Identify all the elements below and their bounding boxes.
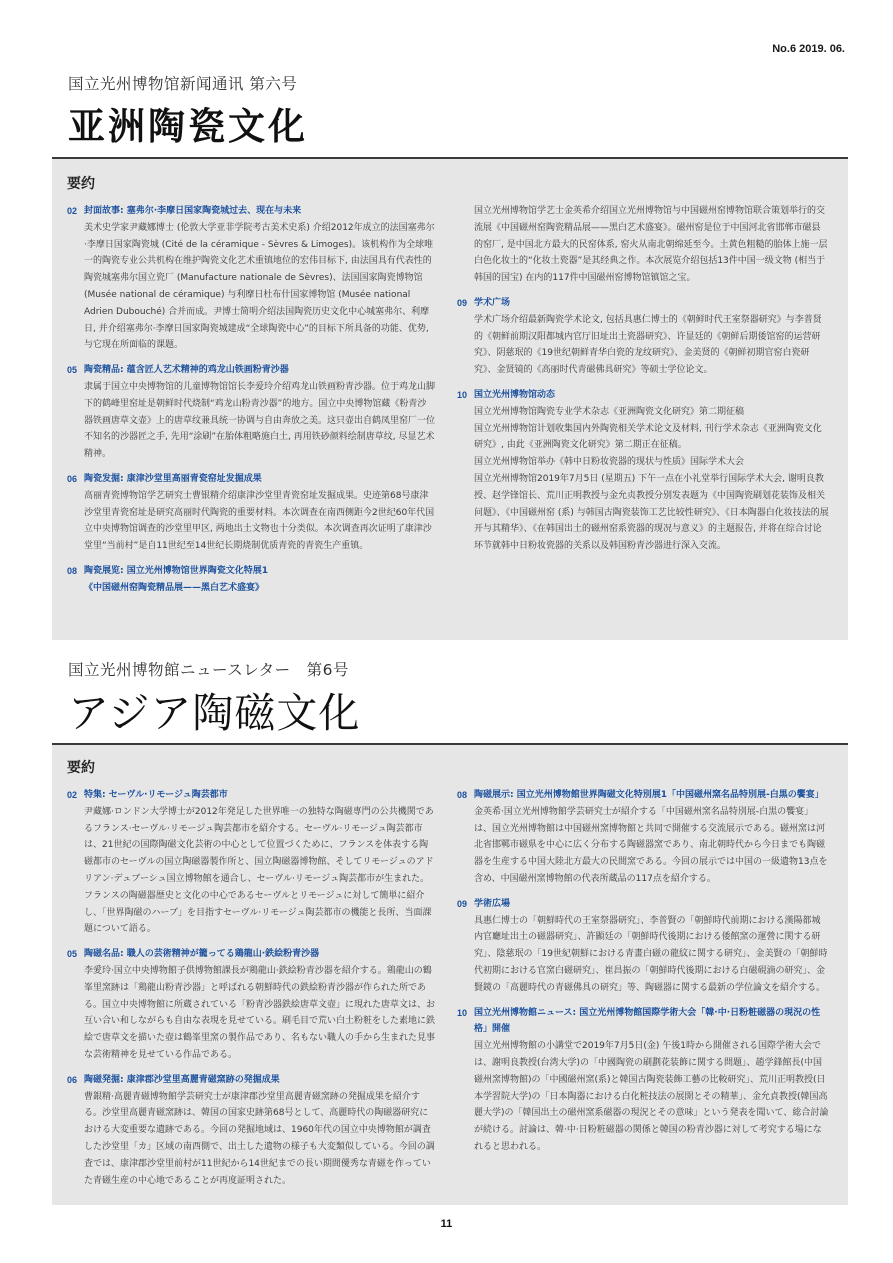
item-body: 国立光州博物馆学艺士金英希介绍国立光州博物馆与中国磁州窑博物馆联合策划举行的交流展《中国磁州窑陶瓷精品展——黑白艺术盛宴》。磁州窑是位于中国河北省邯郸市磁县的窑厂, 是中国北方最大的民窑体系, 窑火从南北朝绵延至今。土黄色粗糙的胎体上施一层白色化妆土的“化妆土瓷器”是其经典之作。本次展览介绍包括13件中国一级文物 (相当于韩国的国宝) 在内的117件中国磁州窑博物馆镇馆之宝。 [474,206,828,284]
item-number: 02 [67,206,78,216]
item-heading: 陶瓷展览: 国立光州博物馆世界陶瓷文化特展1 [84,565,268,576]
item-heading: 学術広場 [474,898,511,909]
item-number: 06 [67,1074,78,1085]
ja-item-10 [457,1005,829,1156]
item-body: 国立光州博物館の小講堂で2019年7月5日(金) 午後1時から開催される国際学術大会では、謝明良教授(台湾大学)の「中國陶瓷の刷劃花装飾に関する問題」、趙学鋒館長(中国磁州窯博物館)の「中國磁州窯(系)と韓国古陶瓷装飾工藝の比較研究」、荒川正明教授(日本学習院大学)の「日本陶器における白化粧技法の展開とその精華」、金允貞教授(韓国高麗大学)の「韓国出土の磁州窯系磁器の現況とその意味」という発表を聞いて、総合討論が続ける。討論は、韓·中·日粉粧磁器の関係と韓国の粉青沙器に対して考究する場になれると思われる。 [474,1041,829,1152]
issue-number: No.6 2019. 06. [772,43,845,55]
item-body: 具惠仁博士の「朝鮮時代の王室祭器研究」、李普賢の「朝鮮時代前期における漢陽都城内官廳址出土の磁器研究」、許顯廷の「朝鮮時代後期における倭館窯の運營に関する研究」、陰慈珉の「19世紀朝鮮における青畫白磁の龍紋に関する研究」、金美賢の「朝鮮時代初期における官窯白磁研究」、崔昌振の「朝鮮時代後期における白磁硯滴の研究」、金賢鏡の「高麗時代の青磁佛具の研究」等、陶磁器に関する最新の学位論文を紹介する。 [474,915,828,993]
item-number: 02 [67,790,78,800]
item-heading: 陶瓷精品: 蕴含匠人艺术精神的鸡龙山铁画粉青沙器 [84,365,289,376]
ja-subtitle: 国立光州博物館ニュースレター 第6号 [68,661,349,679]
item-heading: 陶磁発掘: 康津郡沙堂里高麗青磁窯跡の発掘成果 [84,1074,280,1085]
item-body: 金英希·国立光州博物館学芸研究士が紹介する「中国磁州窯名品特別展-白黒の饗宴」は、国立光州博物館は中国磁州窯博物館と共同で開催する交流展示である。磁州窯は河北省邯鄲市磁県を中心に広く分布する陶磁器窯であり、南北朝時代から今日までも陶磁器を生産する中国大陸北方最大の民間窯である。今回の展示では中国の一級遺物13点を含め、中国磁州窯博物館の代表所蔵品の117点を紹介する。 [474,806,828,884]
ja-column-right [457,787,829,1164]
item-body: 美术史学家尹藏娜博士 (伦敦大学亚非学院考古美术史系) 介绍2012年成立的法国塞弗尔·李摩日国家陶瓷城 (Cité de la céramique - Sèvres & Limoges)。该机构作为全球唯一的陶瓷专业公共机构在维护陶瓷文化艺术重镇地位的宏伟目标下, 由法国具有代表性的陶瓷城塞弗尔国立瓷厂 (Manufacture nationale de Sèvres)、法国国家陶瓷博物馆 (Musée national de céramique) 与利摩日杜布什国家博物馆 (Musée national Adrien Dubouché) 合并而成。尹博士简明介绍法国陶瓷历史文化中心城塞弗尔、利摩日, 并介绍塞弗尔·李摩日国家陶瓷城建成“全球陶瓷中心”的目标下所具备的功能、优势, 与它现在所面临的课题。 [84,222,435,351]
item-heading: 陶磁展示: 国立光州博物館世界陶磁文化特別展1「中国磁州窯名品特別展-白黒の饗宴」 [474,790,824,800]
ja-column-left [67,787,435,1197]
zh-subtitle: 国立光州博物馆新闻通讯 第六号 [68,75,298,93]
ja-summary-title: 要約 [67,760,95,776]
item-number: 06 [67,473,78,484]
item-number: 08 [67,565,78,576]
zh-item-05 [67,362,435,463]
item-body: 国立光州博物馆陶瓷专业学术杂志《亚洲陶瓷文化研究》第二期征稿 国立光州博物馆计划收集国内外陶瓷相关学术论文及材料, 刊行学术杂志《亚洲陶瓷文化研究》, 由此《亚洲陶瓷文化研究》第二期正在征稿。 国立光州博物馆举办《韩中日粉妆瓷器的现状与性质》国际学术大会 国立光州博物馆2019年7月5日 (星期五) 下午一点在小礼堂举行国际学术大会, 谢明良教授、赵学锋馆长、荒川正明教授与金允贞教授分别发表题为《中国陶瓷刷划花装饰及相关问题》、《中国磁州窑 (系) 与韩国古陶瓷装饰工艺比较性研究》、《日本陶器白化妆技法的展开与其精华》、《在韩国出土的磁州窑系瓷器的现况与意义》的主题报告, 并将在综合讨论环节就韩中日粉妆瓷器的关系以及韩国粉青沙器进行深入交流。 [474,406,829,552]
item-body: 学术广场介绍最新陶瓷学术论文, 包括具惠仁博士的《朝鲜时代王室祭器研究》与李普贤的《朝鲜前期汉阳都城内官厅旧址出土瓷器研究》、许显廷的《朝鲜后期倭馆窑的运营研究》、阴慈珉的《19世纪朝鲜青华白瓷的龙纹研究》、金美贤的《朝鲜初期官窑白瓷研究》、金贤镜的《高丽时代青磁佛具研究》等硕士学位论文。 [474,314,822,376]
item-body: 高丽青瓷博物馆学艺研究士曹银精介绍康津沙堂里青瓷窑址发掘成果。史迹第68号康津沙堂里青瓷窑址是研究高丽时代陶瓷的重要材料。本次调查在南西侧距今2世纪60年代国立中央博物馆调查的沙堂里甲区, 两地出土文物也十分类似。本次调查再次证明了康津沙堂里“当前村”是自11世纪至14世纪长期烧制优质青瓷的青瓷生产重镇。 [84,490,435,552]
ja-item-08 [457,787,829,888]
ja-header [52,645,848,745]
item-heading: 学术广场 [474,297,511,308]
item-number: 08 [457,790,468,800]
item-heading: 陶磁名品: 職人の芸術精神が籠ってる鶏龍山·鉄絵粉青沙器 [84,949,320,960]
item-heading: 特集: セーヴル·リモージュ陶芸都市 [84,790,228,800]
item-body: 隶属于国立中央博物馆的儿童博物馆馆长李爱玲介绍鸡龙山铁画粉青沙器。位于鸡龙山脚下的鹤峰里窑址是朝鲜时代烧制“鸡龙山粉青沙器”的地方。国立中央博物馆藏《粉青沙器铁画唐草文壶》上的唐草纹兼具统一协调与自由奔放之美。这只壶出自鹤凤里窑厂一位不知名的沙器匠之手, 先用“涂刷”在胎体粗略施白土, 再用铁砂颜料绘制唐草纹, 尽显艺术精神。 [84,381,436,460]
item-heading: 陶瓷发掘: 康津沙堂里高丽青瓷窑址发掘成果 [84,473,262,484]
zh-item-06 [67,471,435,555]
zh-item-08 [67,563,435,597]
zh-title: 亚洲陶瓷文化 [68,105,308,148]
zh-column-left [67,203,435,605]
item-number: 09 [457,297,468,308]
ja-item-05 [67,946,435,1064]
item-heading: 国立光州博物馆动态 [474,389,556,400]
item-number: 10 [457,1007,468,1018]
zh-item-09 [457,295,829,379]
item-body: 尹藏娜·ロンドン大学博士が2012年発足した世界唯一の独特な陶磁専門の公共機関であるフランス·セーヴル·リモージュ陶芸都市を紹介する。セーヴル·リモージュ陶芸都市は、21世紀の国際陶磁文化芸術の中心として位置づくために、フランスを体表する陶磁都市のセーヴルの国立陶磁器製作所と、国立陶磁器博物館、そしてリモージュのアドリアン·デュブーシュ国立博物館を通合し、セーヴル·リモージュ陶芸都市が生まれた。フランスの陶磁器歴史と文化の中心であるセーヴルとリモージュに対して簡単に紹介し、「世界陶磁のハーブ」を目指すセーヴル·リモージュ陶芸都市の機能と長所、当面課題について語る。 [84,806,434,935]
item-number: 05 [67,365,78,376]
item-body: 李愛玲·国立中央博物館子供博物館課長が鶏龍山·鉄絵粉青沙器を紹介する。鶏龍山の鶴峯里窯跡は「鶏龍山粉青沙器」と呼ばれる朝鮮時代の鉄絵粉青沙器が作られた所である。国立中央博物館に所蔵されている「粉青沙器鉄絵唐草文壺」に現れた唐草文は、お互い合い和しながらも自由な表現を見せている。刷毛目で荒い白土粉粧をした素地に鉄絵で唐草文を描いた壺は鶴峯里窯の製作品であり、名もない職人の手から生まれた見事な芸術精神を見せている作品である。 [84,965,436,1060]
ja-item-02 [67,787,435,938]
zh-column-right [457,203,829,563]
item-heading: 国立光州博物館ニュース: 国立光州博物館国際学術大会「韓·中·日粉粧磁器の現況の性格」開催 [474,1007,821,1035]
ja-item-06 [67,1072,435,1190]
item-number: 09 [457,898,468,909]
item-body: 曹銀精·高麗青磁博物館学芸研究士が康津郡沙堂里高麗青磁窯跡の発掘成果を紹介する。沙堂里高麗青磁窯跡は、韓国の国家史跡第68号として、高麗時代の陶磁器研究における大変重要な遺跡である。今回の発掘地域は、1960年代の国立中央博物館が調査した沙堂里「カ」区域の南西側で、出土した遺物の様子も大変類似している。今回の調査では、康津郡沙堂里前村が11世紀から14世紀までの長い期間優秀な青磁を作っていた青磁生産の中心地であることが再度証明された。 [84,1091,435,1186]
ja-item-09 [457,896,829,997]
page-number: 11 [440,1218,453,1230]
zh-summary-title: 要约 [67,176,95,192]
item-number: 10 [457,389,468,400]
zh-item-10 [457,387,829,555]
zh-item-02 [67,203,435,354]
zh-item-08-continued [457,203,829,287]
item-heading: 封面故事: 塞弗尔·李摩日国家陶瓷城过去、现在与未来 [84,206,302,216]
item-heading-line2: 《中国磁州窑陶瓷精品展——黑白艺术盛宴》 [84,582,265,593]
item-number: 05 [67,949,78,960]
zh-header [52,60,848,159]
ja-title: アジア陶磁文化 [68,689,361,737]
